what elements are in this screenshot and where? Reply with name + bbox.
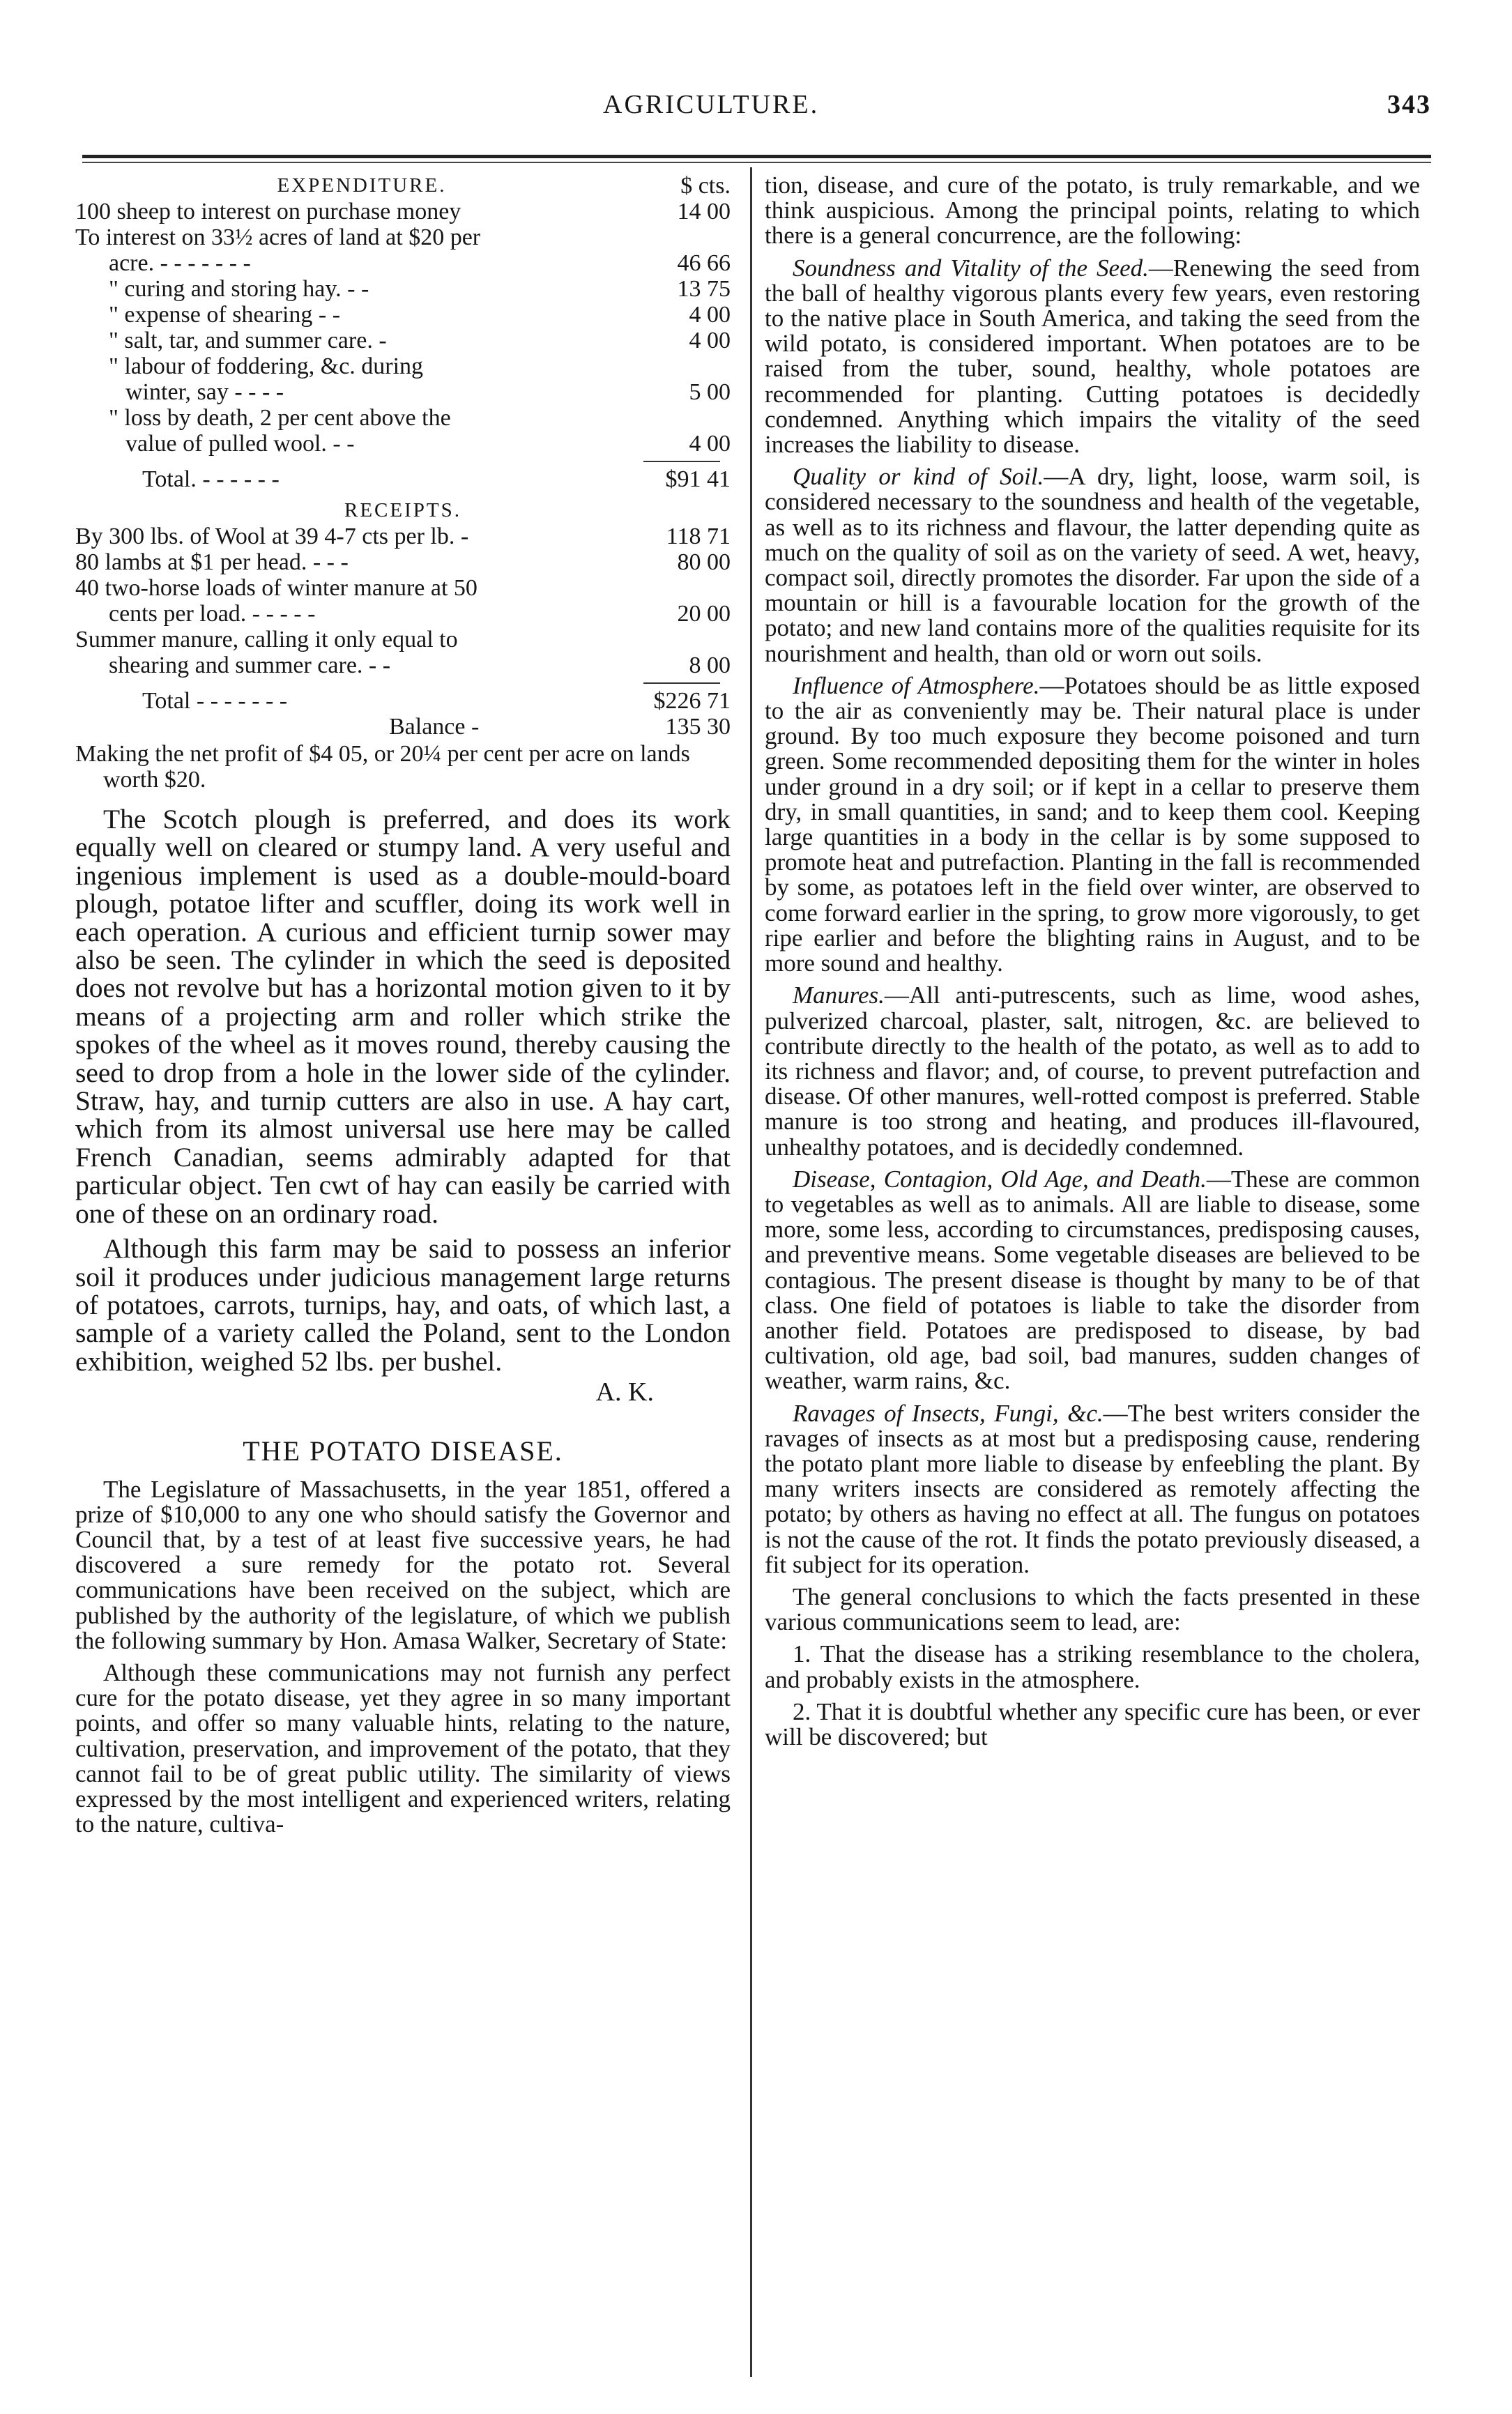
ledger-row — [75, 524, 731, 549]
ledger-label: 40 two-horse loads of winter manure at 50 — [75, 575, 478, 601]
expenditure-total-amount: $91 41 — [665, 466, 731, 492]
ledger-label: " loss by death, 2 per cent above the — [109, 405, 451, 431]
ledger-row — [75, 328, 731, 353]
paragraph-text: —The best writers consider the ravages of insects as at most but a predisposing cause, rendering the potato plant more liable to disease by enfeebling the plant. By many writers insects are considered as remotely affecting the potato; by others as having no effect at all. The fungus on potatoes is not the cause of the rot. It finds the potato previously diseased, a fit subject for its operation. — [765, 1399, 1420, 1578]
ledger-label: By 300 lbs. of Wool at 39 4-7 cts per lb. - — [75, 524, 469, 549]
paragraph — [765, 464, 1420, 666]
receipts-total-label: Total - - - - - - - — [142, 688, 288, 714]
currency-header: $ cts. — [680, 173, 731, 199]
header-rule-thin — [82, 162, 1431, 163]
ledger-row — [75, 627, 731, 652]
ledger-label: " salt, tar, and summer care. - — [109, 328, 387, 353]
receipts-total-amount: $226 71 — [653, 688, 731, 714]
ledger-label: 100 sheep to interest on purchase money — [75, 199, 461, 224]
ledger-amount: 4 00 — [689, 302, 731, 328]
paragraph: The Legislature of Massachusetts, in the year 1851, offered a prize of $10,000 to any one who should satisfy the Governor and Council that, by a test of at least five successive years, he had discovered a sure remedy for the potato rot. Several communications have been received on the subject, which are published by the authority of the legislature, of which we publish the following summary by Hon. Amasa Walker, Secretary of State: — [75, 1475, 731, 1654]
ledger-row — [75, 379, 731, 405]
ledger-label: winter, say - - - - — [125, 379, 284, 405]
ledger-row — [75, 652, 731, 678]
section-heading: Disease, Contagion, Old Age, and Death. — [793, 1165, 1207, 1193]
ledger-row — [75, 199, 731, 224]
ledger-label: 80 lambs at $1 per head. - - - — [75, 549, 349, 575]
paragraph-text: The general conclusions to which the facts presented in these various communications seem to lead, are: — [765, 1582, 1420, 1636]
ledger-label: " expense of shearing - - — [109, 302, 341, 328]
paragraph — [765, 1642, 1420, 1692]
ledger-row — [75, 250, 731, 276]
expenditure-caption: EXPENDITURE. — [277, 174, 447, 197]
ledger-amount: 4 00 — [689, 328, 731, 353]
ledger-row — [75, 302, 731, 328]
ledger-amount: 46 66 — [677, 250, 731, 276]
paragraph — [765, 1584, 1420, 1635]
paragraph: The Scotch plough is preferred, and does its work equally well on cleared or stumpy land. A very useful and ingenious implement is used as a double-mould-board plough, potatoe lifter and scuffler, doing its work well in each operation. A curious and efficient turnip sower may also be seen. The cylinder in which the seed is deposited does not revolve but has a horizontal motion given to it by means of a projecting arm and roller which strike the spokes of the wheel as it moves round, thereby causing the seed to drop from a hole in the lower side of the cylinder. Straw, hay, and turnip cutters are also in use. A hay cart, which from its almost universal use here may be called French Canadian, seems admirably adapted for that particular object. Ten cwt of hay can easily be carried with one of these on an ordinary road. — [75, 804, 731, 1229]
ledger-label: cents per load. - - - - - — [109, 601, 316, 627]
ledger-amount: 80 00 — [677, 549, 731, 575]
ledger-row — [75, 224, 731, 250]
ledger-amount: 13 75 — [677, 276, 731, 302]
running-header-title: AGRICULTURE. — [603, 90, 820, 119]
expenditure-total-label: Total. - - - - - - — [142, 466, 280, 492]
ledger-label: shearing and summer care. - - — [109, 652, 391, 678]
section-heading: Influence of Atmosphere. — [793, 671, 1040, 699]
ledger-label: value of pulled wool. - - — [125, 431, 355, 457]
ledger-amount: 118 71 — [666, 524, 731, 549]
potato-article-left — [75, 1477, 731, 1838]
paragraph-text: 2. That it is doubtful whether any specific cure has been, or ever will be discovered; but — [765, 1697, 1420, 1750]
paragraph-text: —All anti-putrescents, such as lime, wood ashes, pulverized charcoal, plaster, salt, nitrogen, &c. are believed to contribute directly to the health of the potato, as well as to add to its richness and flavor; and, of course, to prevent putrefaction and disease. Of other manures, well-rotted compost is preferred. Stable manure is too strong and heating, and produces ill-flavoured, unhealthy potatoes, and is decidedly condemned. — [765, 981, 1420, 1161]
right-column — [765, 173, 1420, 1750]
paragraph — [765, 1401, 1420, 1577]
paragraph-text: —Renewing the seed from the ball of healthy vigorous plants every few years, even restoring to the native place in South America, and taking the seed from the wild potato, is considered important. When potatoes are to be raised from the tuber, sound, healthy, whole potatoes are recommended for planting. Cutting potatoes is decidedly condemned. Anything which impairs the vitality of the seed increases the liability to disease. — [765, 254, 1421, 459]
paragraph-text: —A dry, light, loose, warm soil, is considered necessary to the soundness and health of the vegetable, as well as to its richness and flavour, the latter depending quite as much on the quality of soil as on the variety of seed. A wet, heavy, compact soil, directly promotes the disorder. Far upon the side of a mountain or hill is a favourable location for the growth of the potato; and new land contains more of the qualities requisite for its nourishment and health, than old or worn out soils. — [765, 463, 1420, 667]
receipts-caption: RECEIPTS. — [344, 499, 461, 521]
paragraph — [765, 1699, 1420, 1750]
ledger-amount: 8 00 — [689, 652, 731, 678]
ledger-label: " curing and storing hay. - - — [109, 276, 369, 302]
ledger-amount: 5 00 — [689, 379, 731, 405]
paragraph — [765, 173, 1420, 249]
ledger-row — [75, 431, 731, 457]
article-title: THE POTATO DISEASE. — [243, 1435, 563, 1467]
ledger-row — [75, 549, 731, 575]
section-heading: Manures. — [793, 981, 885, 1009]
paragraph-text: 1. That the disease has a striking resemblance to the cholera, and probably exists in the atmosphere. — [765, 1640, 1420, 1693]
expenditure-total-row — [75, 466, 731, 492]
ledger-amount: 4 00 — [689, 431, 731, 457]
expenditure-rows — [75, 199, 731, 457]
ledger-label: Summer manure, calling it only equal to — [75, 627, 458, 652]
receipt-rows — [75, 524, 731, 678]
ledger-row — [75, 353, 731, 379]
paragraph — [765, 1167, 1420, 1394]
paragraph — [765, 673, 1420, 976]
ledger-label: To interest on 33½ acres of land at $20 per — [75, 224, 481, 250]
sum-rule — [643, 682, 720, 684]
signature: A. K. — [595, 1377, 654, 1407]
receipts-total-row — [75, 688, 731, 714]
spacer — [75, 1407, 731, 1435]
header-rule-thick — [82, 155, 1431, 158]
section-heading: Quality or kind of Soil. — [793, 463, 1044, 491]
balance-label: Balance - — [389, 714, 480, 740]
expenditure-header-row — [75, 173, 731, 199]
sum-rule — [643, 461, 720, 462]
accounts-table — [75, 173, 731, 793]
paragraph — [765, 983, 1420, 1159]
ledger-label: " labour of foddering, &c. during — [109, 353, 424, 379]
paragraph: Although this farm may be said to possess an inferior soil it produces under judicious management large returns of potatoes, carrots, turnips, hay, and oats, of which last, a sample of a variety called the Poland, sent to the London exhibition, weighed 52 lbs. per bushel. — [75, 1233, 731, 1377]
balance-row — [75, 714, 731, 740]
paragraph-text: —Potatoes should be as little exposed to the air as conveniently may be. Their natural place is under ground. By too much exposure they become poisoned and turn green. Some recommended depositing them for the winter in holes under ground in a dry soil; or if kept in a cellar to preserve them dry, in small quantities, in sand; and to keep them cool. Keeping large quantities in a body in the cellar is by some supposed to promote heat and putrefaction. Planting in the fall is recommended by some, as potatoes left in the field over winter, are observed to come forward earlier in the spring, to grow more vigorously, to get ripe earlier and before the blighting rains in August, and to be more sound and healthy. — [765, 671, 1420, 977]
ledger-row — [75, 276, 731, 302]
ledger-amount: 20 00 — [677, 601, 731, 627]
balance-amount: 135 30 — [665, 714, 731, 740]
column-divider — [750, 167, 752, 2377]
ledger-amount: 14 00 — [677, 199, 731, 224]
page-number: 343 — [1387, 90, 1431, 119]
profit-note: Making the net profit of $4 05, or 20¼ per cent per acre on lands worth $20. — [75, 741, 690, 793]
paragraph: Although these communications may not furnish any perfect cure for the potato disease, yet they agree in so many important points, and offer so many valuable hints, relating to the nature, cultivation, preservation, and improvement of the potato, that they cannot fail to be of great public utility. The similarity of views expressed by the most intelligent and experienced writers, relating to the nature, cultiva- — [75, 1658, 731, 1838]
paragraph-text: tion, disease, and cure of the potato, is truly remarkable, and we think auspicious. Among the principal points, relating to which there is a general concurrence, are the following: — [765, 171, 1420, 250]
section-heading: Soundness and Vitality of the Seed. — [793, 254, 1149, 282]
farm-article — [75, 805, 731, 1407]
left-column — [75, 173, 731, 1837]
paragraph-text: —These are common to vegetables as well as to animals. All are liable to disease, some more, some less, according to circumstances, predisposing causes, and preventive means. Some vegetable diseases are believed to be contagious. The present disease is thought by many to be of that class. One field of potatoes is liable to take the disorder from another field. Potatoes are predisposed to disease, by bad cultivation, old age, bad soil, bad manures, sudden changes of weather, warm rains, &c. — [765, 1165, 1421, 1395]
ledger-row — [75, 405, 731, 431]
section-heading: Ravages of Insects, Fungi, &c. — [793, 1399, 1104, 1427]
ledger-row — [75, 575, 731, 601]
ledger-row — [75, 601, 731, 627]
ledger-label: acre. - - - - - - - — [109, 250, 251, 276]
paragraph — [765, 256, 1420, 458]
